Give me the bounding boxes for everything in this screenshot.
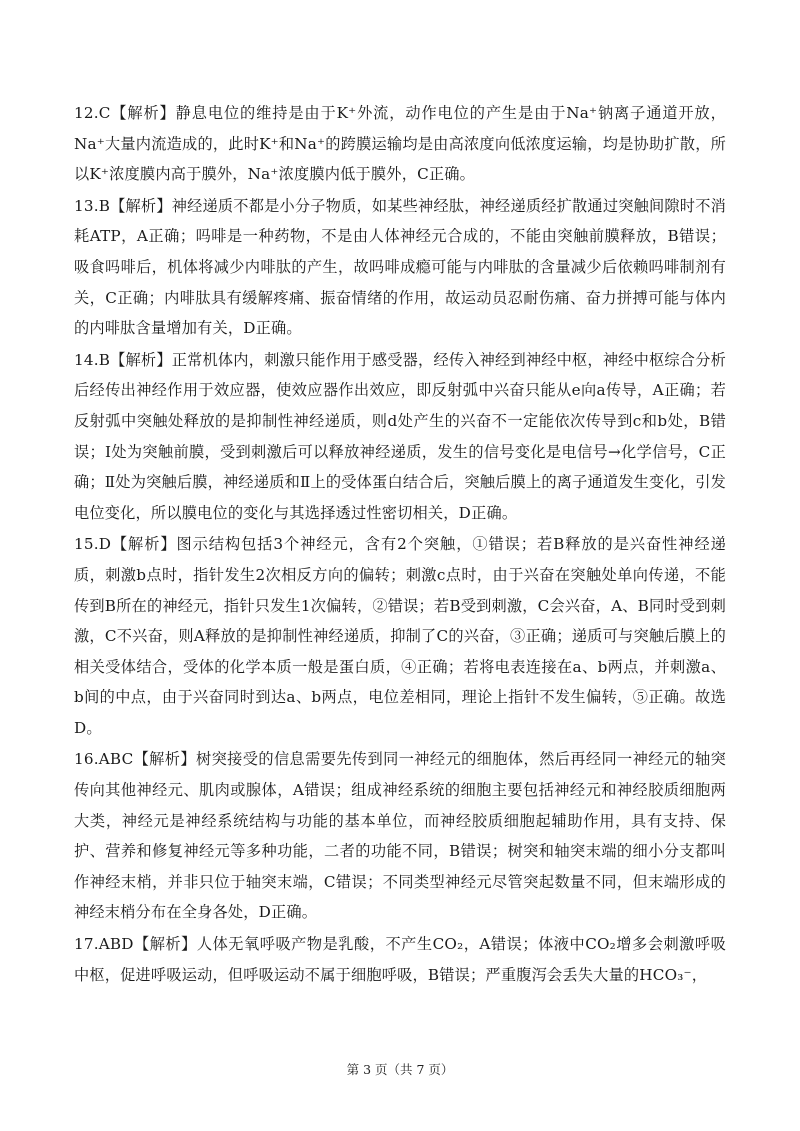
- answer-content: [74, 98, 726, 991]
- answer-paragraph-15: 15.D【解析】图示结构包括3个神经元，含有2个突触，①错误；若B释放的是兴奋性神经递质，刺激b点时，指针发生2次相反方向的偏转；刺激c点时，由于兴奋在突触处单向传递，不能传到B所在的神经元，指针只发生1次偏转，②错误；若B受到刺激，C会兴奋，A、B同时受到刺激，C不兴奋，则A释放的是抑制性神经递质，抑制了C的兴奋，③正确；递质可与突触后膜上的相关受体结合，受体的化学本质一般是蛋白质，④正确；若将电表连接在a、b两点，并刺激a、b间的中点，由于兴奋同时到达a、b两点，电位差相同，理论上指针不发生偏转，⑤正确。故选D。: [74, 535, 726, 737]
- answer-paragraph-13: 13.B【解析】神经递质不都是小分子物质，如某些神经肽，神经递质经扩散通过突触间隙时不消耗ATP，A正确；吗啡是一种药物，不是由人体神经元合成的，不能由突触前膜释放，B错误；吸食吗啡后，机体将减少内啡肽的产生，故吗啡成瘾可能与内啡肽的含量减少后依赖吗啡制剂有关，C正确；内啡肽具有缓解疼痛、振奋情绪的作用，故运动员忍耐伤痛、奋力拼搏可能与体内的内啡肽含量增加有关，D正确。: [74, 196, 726, 338]
- answer-paragraph-12: 12.C【解析】静息电位的维持是由于K⁺外流，动作电位的产生是由于Na⁺钠离子通道开放，Na⁺大量内流造成的，此时K⁺和Na⁺的跨膜运输均是由高浓度向低浓度运输，均是协助扩散，所以K⁺浓度膜内高于膜外，Na⁺浓度膜内低于膜外，C正确。: [74, 104, 726, 184]
- answer-paragraph-17: 17.ABD【解析】人体无氧呼吸产物是乳酸，不产生CO₂，A错误；体液中CO₂增多会刺激呼吸中枢，促进呼吸运动，但呼吸运动不属于细胞呼吸，B错误；严重腹泻会丢失大量的HCO₃⁻，: [74, 935, 726, 984]
- answer-paragraph-14: 14.B【解析】正常机体内，刺激只能作用于感受器，经传入神经到神经中枢，神经中枢综合分析后经传出神经作用于效应器，使效应器作出效应，即反射弧中兴奋只能从e向a传导，A正确；若反射弧中突触处释放的是抑制性神经递质，则d处产生的兴奋不一定能依次传导到c和b处，B错误；Ⅰ处为突触前膜，受到刺激后可以释放神经递质，发生的信号变化是电信号→化学信号，C正确；Ⅱ处为突触后膜，神经递质和Ⅱ上的受体蛋白结合后，突触后膜上的离子通道发生变化，引发电位变化，所以膜电位的变化与其选择透过性密切相关，D正确。: [74, 350, 726, 522]
- page-number-footer: 第 3 页（共 7 页）: [346, 1062, 454, 1077]
- answer-paragraph-16: 16.ABC【解析】树突接受的信息需要先传到同一神经元的细胞体，然后再经同一神经元的轴突传向其他神经元、肌肉或腺体，A错误；组成神经系统的细胞主要包括神经元和神经胶质细胞两大类，神经元是神经系统结构与功能的基本单位，而神经胶质细胞起辅助作用，具有支持、保护、营养和修复神经元等多种功能，二者的功能不同，B错误；树突和轴突末端的细小分支都叫作神经末梢，并非只位于轴突末端，C错误；不同类型神经元尽管突起数量不同，但末端形成的神经末梢分布在全身各处，D正确。: [74, 750, 726, 922]
